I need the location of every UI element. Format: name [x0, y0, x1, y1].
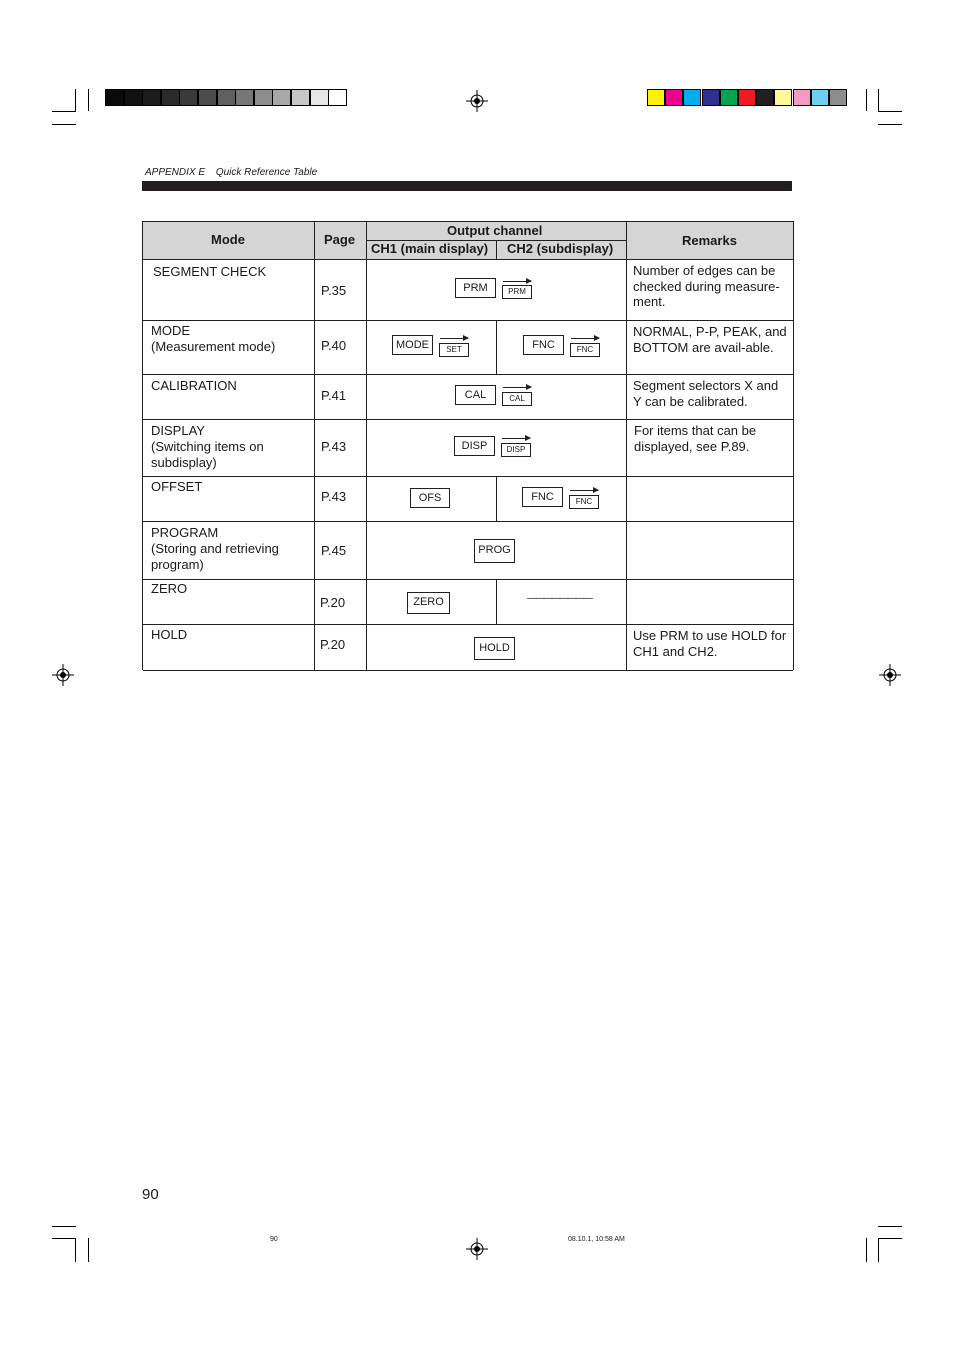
table-row [143, 624, 793, 671]
registration-mark-icon [52, 664, 74, 686]
crop-mark [75, 89, 76, 111]
table-row [143, 320, 793, 375]
column-divider [496, 579, 497, 624]
crop-mark [878, 1226, 902, 1227]
column-header-page: Page [324, 232, 356, 247]
table-row [143, 521, 793, 580]
color-swatch [702, 89, 720, 106]
color-swatch [811, 89, 829, 106]
page-cell: P.20 [320, 637, 346, 652]
footer-timestamp: 08.10.1, 10:58 AM [568, 1236, 625, 1243]
crop-mark [75, 1238, 76, 1262]
crop-mark [52, 1226, 76, 1227]
arrow-icon [440, 338, 468, 339]
arrow-icon [571, 338, 599, 339]
crop-mark [878, 89, 879, 111]
arrow-icon [570, 490, 598, 491]
color-swatch [774, 89, 792, 106]
arrow-icon [502, 438, 530, 439]
quick-reference-table [142, 221, 794, 670]
registration-mark-icon [879, 664, 901, 686]
column-header-output-channel: Output channel [447, 223, 543, 238]
remarks-cell: NORMAL, P-P, PEAK, and BOTTOM are avail-able. [633, 324, 787, 355]
section-title: Quick Reference Table [215, 167, 318, 178]
running-header [145, 167, 317, 178]
color-swatch [179, 89, 198, 106]
mode-cell: OFFSET [151, 479, 203, 494]
disp-key: DISP [454, 436, 495, 456]
page-cell: P.41 [321, 388, 347, 403]
crop-mark [878, 124, 902, 125]
page-cell: P.35 [321, 283, 347, 298]
not-applicable-dash: ———————— [527, 593, 591, 604]
remarks-cell: Use PRM to use HOLD for CH1 and CH2. [633, 628, 787, 659]
color-swatch [683, 89, 701, 106]
table-row [143, 259, 793, 321]
page-cell: P.43 [321, 489, 347, 504]
cal-sub-key: CAL [502, 392, 532, 406]
color-swatch [198, 89, 217, 106]
table-row [143, 476, 793, 522]
color-swatch [829, 89, 847, 106]
color-swatch [254, 89, 273, 106]
column-header-mode: Mode [211, 232, 245, 247]
color-swatch [124, 89, 143, 106]
crop-mark [878, 111, 902, 112]
column-header-ch2: CH2 (subdisplay) [507, 241, 614, 256]
fnc-key: FNC [522, 487, 563, 507]
fnc-sub-key: FNC [569, 495, 599, 509]
color-swatch [756, 89, 774, 106]
fnc-key: FNC [523, 335, 564, 355]
crop-mark [52, 111, 76, 112]
arrow-icon [503, 387, 531, 388]
column-divider [314, 222, 315, 670]
registration-mark-icon [466, 1238, 488, 1260]
color-swatch [793, 89, 811, 106]
set-key: SET [439, 343, 469, 357]
color-swatch [142, 89, 161, 106]
table-row [143, 374, 793, 420]
color-swatch [310, 89, 329, 106]
page-cell: P.40 [321, 338, 347, 353]
crop-mark [866, 89, 867, 111]
crop-mark [88, 89, 89, 111]
registration-mark-icon [466, 90, 488, 112]
zero-key: ZERO [407, 592, 450, 614]
color-swatch [720, 89, 738, 106]
crop-mark [878, 1238, 902, 1239]
mode-cell: SEGMENT CHECK [153, 264, 267, 279]
remarks-cell: Segment selectors X and Y can be calibrated. [633, 378, 779, 409]
color-swatch [272, 89, 291, 106]
remarks-cell: For items that can be displayed, see P.89. [634, 423, 757, 454]
color-swatch [235, 89, 254, 106]
remarks-cell: Number of edges can be checked during measure-ment. [633, 263, 780, 309]
page-cell: P.43 [321, 439, 347, 454]
header-rule [142, 181, 792, 191]
column-divider [496, 320, 497, 374]
color-swatch [161, 89, 180, 106]
page-cell: P.45 [321, 543, 347, 558]
column-header-ch1: CH1 (main display) [371, 241, 489, 256]
color-swatch [217, 89, 236, 106]
color-swatch [665, 89, 683, 106]
cal-key: CAL [455, 385, 496, 405]
column-divider [496, 476, 497, 521]
column-header-remarks: Remarks [682, 233, 737, 248]
color-swatch [291, 89, 310, 106]
mode-cell: MODE (Measurement mode) [151, 323, 276, 354]
table-header-row [143, 222, 793, 260]
disp-sub-key: DISP [501, 443, 531, 457]
footer-file-label: 90 [270, 1236, 278, 1243]
arrow-icon [503, 281, 531, 282]
table-row [143, 579, 793, 625]
color-swatch [738, 89, 756, 106]
crop-mark [52, 124, 76, 125]
table-row [143, 419, 793, 477]
crop-mark [88, 1238, 89, 1262]
crop-mark [52, 1238, 76, 1239]
prm-key: PRM [455, 278, 496, 298]
page-cell: P.20 [320, 595, 346, 610]
crop-mark [878, 1238, 879, 1262]
crop-mark [866, 1238, 867, 1262]
mode-cell: DISPLAY (Switching items on subdisplay) [151, 423, 264, 470]
section-label: APPENDIX E [145, 167, 206, 178]
fnc-sub-key: FNC [570, 343, 600, 357]
mode-cell: HOLD [151, 627, 188, 642]
mode-cell: PROGRAM (Storing and retrieving program) [151, 525, 279, 572]
prog-key: PROG [474, 539, 515, 563]
prm-sub-key: PRM [502, 285, 532, 299]
color-swatch [105, 89, 124, 106]
color-swatch [328, 89, 347, 106]
hold-key: HOLD [474, 637, 515, 660]
mode-cell: CALIBRATION [151, 378, 237, 393]
column-divider [626, 222, 627, 670]
color-swatch [647, 89, 665, 106]
column-divider [366, 222, 367, 670]
page-number: 90 [142, 1186, 159, 1203]
mode-cell: ZERO [151, 581, 188, 596]
ofs-key: OFS [410, 488, 450, 508]
mode-key: MODE [392, 335, 433, 355]
